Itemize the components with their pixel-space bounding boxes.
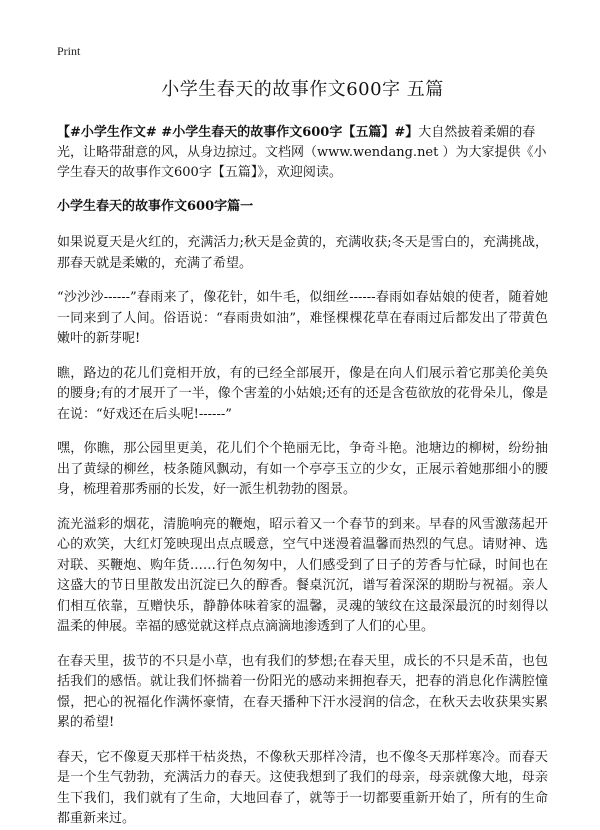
page-title: 小学生春天的故事作文600字 五篇 xyxy=(161,79,444,100)
print-link[interactable]: Print xyxy=(57,44,81,58)
intro-tag: 【#小学生作文# #小学生春天的故事作文600字【五篇】#】 xyxy=(57,125,419,140)
paragraph-1: 如果说夏天是火红的，充满活力;秋天是金黄的，充满收获;冬天是雪白的，充满挑战，那春天就是柔嫩的，充满了希望。 xyxy=(57,235,548,271)
paragraph-7: 春天，它不像夏天那样干枯炎热，不像秋天那样冷清，也不像冬天那样寒冷。而春天是一个生气勃勃，充满活力的春天。这使我想到了我们的母亲，母亲就像大地，母亲生下我们，我们就有了生命，大地回春了，就等于一切都要重新开始了，所有的生命都重新来过。 xyxy=(57,749,548,826)
paragraph-5: 流光溢彩的烟花，清脆响亮的鞭炮，昭示着又一个春节的到来。早春的风雪激荡起开心的欢笑，大红灯笼映现出点点暖意，空气中迷漫着温馨而热烈的气息。请财神、选对联、买鞭炮、购年货……行色匆匆中，人们感受到了日子的芳香与忙碌，时间也在这盛大的节日里散发出沉淀已久的醇香。餐桌沉沉，谱写着深深的期盼与祝福。亲人们相互依靠，互赠快乐，静静体味着家的温馨，灵魂的皱纹在这最深最沉的时刻得以温柔的伸展。幸福的感觉就这样点点滴滴地渗透到了人们的心里。 xyxy=(57,516,548,634)
section-heading: 小学生春天的故事作文600字篇一 xyxy=(57,199,254,214)
paragraph-2: “沙沙沙------”春雨来了，像花针，如牛毛，似细丝------春雨如春姑娘的使者，随着她一同来到了人间。俗语说：“春雨贵如油”，难怪棵棵花草在春雨过后都发出了带黄色嫩叶的新芽呢! xyxy=(57,290,548,346)
paragraph-6: 在春天里，拔节的不只是小草，也有我们的梦想;在春天里，成长的不只是禾苗，也包括我们的感悟。就让我们怀揣着一份阳光的感动来拥抱春天，把春的消息化作满腔憧憬，把心的祝福化作满怀豪情，在春天播种下汗水浸润的信念，在秋天去收获果实累累的希望! xyxy=(57,653,548,730)
paragraph-3: 瞧，路边的花儿们竟相开放，有的已经全部展开，像是在向人们展示着它那美伦美奂的腰身;有的才展开了一半，像个害羞的小姑娘;还有的还是含苞欲放的花骨朵儿，像是在说：“好戏还在后头呢!------” xyxy=(57,365,548,422)
intro-text: 大自然披着柔媚的春光，让略带甜意的风，从身边掠过。文档网（www.wendang.net ）为大家提供《小学生春天的故事作文600字【五篇】》，欢迎阅读。 xyxy=(57,125,547,180)
paragraph-4: 嘿，你瞧，那公园里更美，花儿们个个艳丽无比，争奇斗艳。池塘边的柳树，纷纷抽出了黄绿的柳丝，枝条随风飘动，有如一个亭亭玉立的少女，正展示着她那细小的腰身，梳理着那秀丽的长发，好一派生机勃勃的图景。 xyxy=(57,441,548,497)
intro-paragraph xyxy=(57,123,548,183)
